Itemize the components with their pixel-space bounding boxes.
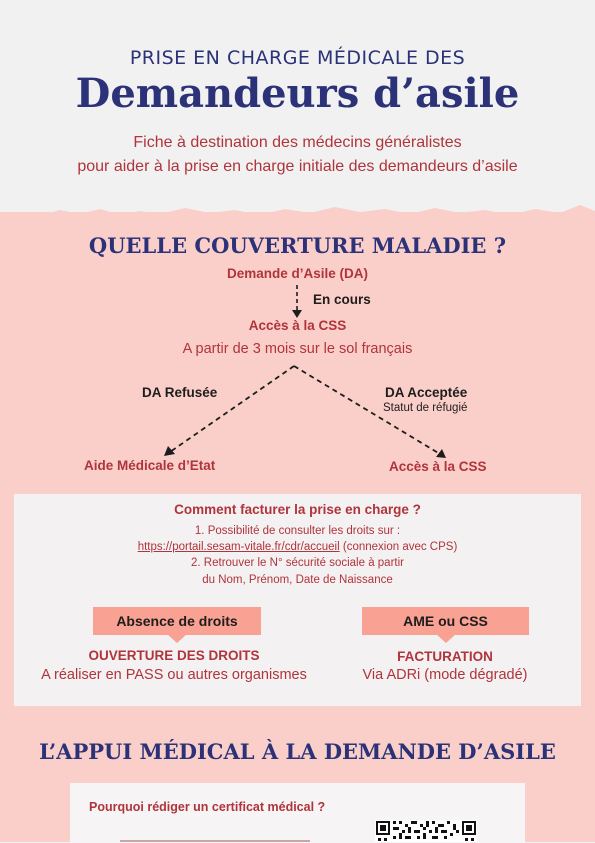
ame-css-box-pointer	[436, 634, 456, 644]
billing-step-2-line-2: du Nom, Prénom, Date de Naissance	[202, 574, 393, 586]
billing-text: Via ADRi (mode dégradé)	[362, 667, 528, 683]
cut-off-text-line	[120, 836, 320, 842]
css-access-label-2: Accès à la CSS	[389, 459, 487, 474]
refugee-status-label: Statut de réfugié	[383, 402, 468, 414]
in-progress-label: En cours	[313, 292, 371, 307]
accepted-label: DA Acceptée	[385, 385, 468, 400]
sesam-vitale-link[interactable]: https://portail.sesam-vitale.fr/cdr/accueil	[137, 541, 340, 553]
arrow-head-right	[436, 449, 446, 458]
css-access-label: Accès à la CSS	[248, 318, 347, 333]
billing-step-2-line-1: 2. Retrouver le N° sécurité sociale à partir	[191, 557, 404, 569]
refused-label: DA Refusée	[142, 385, 218, 400]
torn-paper-edge	[0, 195, 595, 225]
subtitle-line-2: pour aider à la prise en charge initiale des demandeurs d’asile	[77, 158, 518, 175]
billing-heading: FACTURATION	[397, 649, 493, 664]
open-rights-heading: OUVERTURE DES DROITS	[88, 648, 260, 663]
open-rights-text: A réaliser en PASS ou autres organismes	[41, 667, 307, 683]
arrow-head-left	[164, 446, 175, 456]
asylum-request-label: Demande d’Asile (DA)	[226, 266, 369, 281]
url-note: (connexion avec CPS)	[339, 541, 458, 553]
coverage-flow-arrows	[0, 280, 595, 470]
arrow-to-ame	[170, 366, 294, 452]
billing-title: Comment facturer la prise en charge ?	[174, 502, 421, 517]
certificate-question: Pourquoi rédiger un certificat médical ?	[89, 800, 326, 814]
medical-section-title: L’APPUI MÉDICAL À LA DEMANDE D’ASILE	[39, 739, 556, 764]
header-kicker: PRISE EN CHARGE MÉDICALE DES	[129, 47, 466, 69]
no-rights-box-pointer	[167, 634, 187, 644]
ame-label: Aide Médicale d’Etat	[84, 458, 216, 473]
no-rights-box: Absence de droits	[93, 607, 261, 635]
page-title: Demandeurs d’asile	[75, 70, 520, 117]
billing-url-line	[0, 541, 595, 553]
css-condition-text: A partir de 3 mois sur le sol français	[182, 341, 413, 357]
ame-css-box: AME ou CSS	[362, 607, 529, 635]
subtitle-line-1: Fiche à destination des médecins généralistes	[133, 134, 462, 151]
coverage-section-title: QUELLE COUVERTURE MALADIE ?	[88, 233, 507, 258]
qr-code-icon[interactable]	[375, 820, 477, 842]
arrow-head-down	[292, 310, 302, 318]
billing-step-1: 1. Possibilité de consulter les droits sur :	[194, 525, 401, 537]
